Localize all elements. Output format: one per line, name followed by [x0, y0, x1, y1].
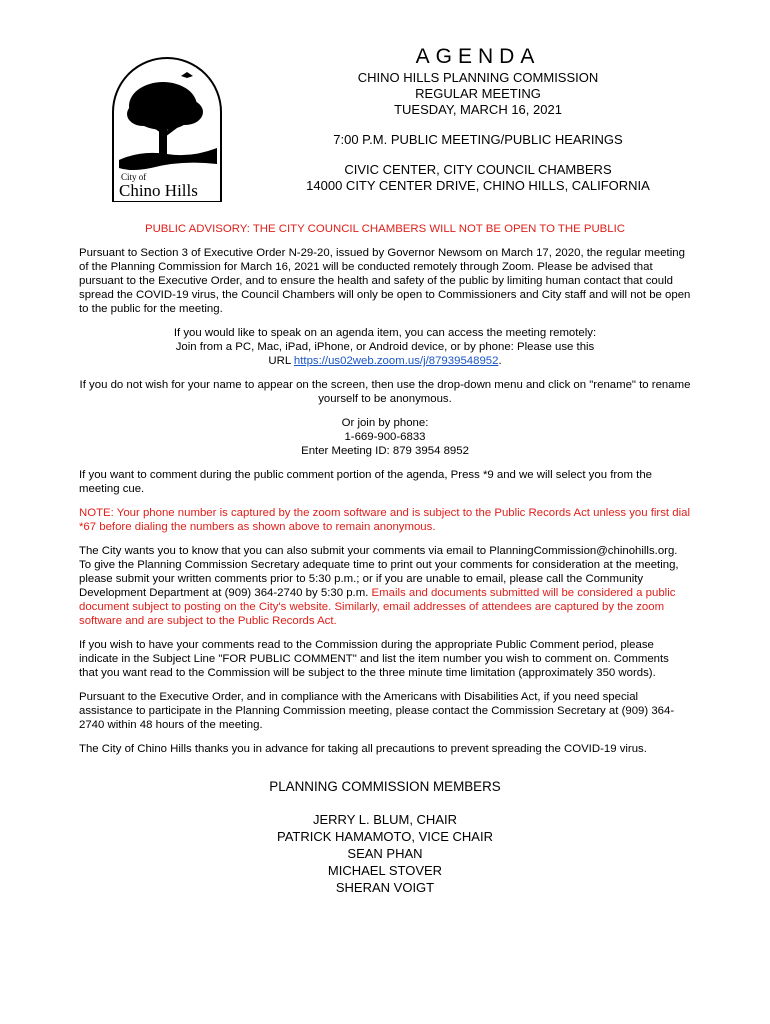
- url-suffix: .: [498, 355, 502, 367]
- location-line2: 14000 CITY CENTER DRIVE, CHINO HILLS, CALIFORNIA: [306, 178, 650, 193]
- location-line1: CIVIC CENTER, CITY COUNCIL CHAMBERS: [344, 162, 612, 177]
- member-name: SEAN PHAN: [347, 846, 423, 861]
- rename-note: If you do not wish for your name to appear on the screen, then use the drop-down menu and click on "rename" to rename yourself to be anonymous.: [79, 379, 691, 405]
- email-text: The City wants you to know that you can also submit your comments via email to PlanningCommission@chinohills.org. To give the Planning Commission Secretary adequate time to print out your comments for consideration at the meeting, please submit your written comments prior to 5:30 p.m.; or if you are unable to email, please call the Community Development Department at (909) 364-2740 by 5:30 p.m.: [79, 545, 679, 599]
- meeting-time: 7:00 P.M. PUBLIC MEETING/PUBLIC HEARINGS: [333, 132, 623, 147]
- public-advisory: PUBLIC ADVISORY: THE CITY COUNCIL CHAMBERS WILL NOT BE OPEN TO THE PUBLIC: [144, 223, 625, 235]
- agenda-body: [79, 222, 691, 896]
- commission-name: CHINO HILLS PLANNING COMMISSION: [357, 70, 599, 85]
- member-name: MICHAEL STOVER: [327, 863, 443, 878]
- agenda-header: [240, 44, 716, 194]
- read-comments-paragraph: If you wish to have your comments read to the Commission during the appropriate Public Comment period, please indicate in the Subject Line "FOR PUBLIC COMMENT" and list the item number you wish to comment on. Comments that you want read to the Commission will be subject to the three minute time limitation (approximately 350 words).: [79, 639, 669, 679]
- logo-city-of: City of: [121, 172, 147, 182]
- remote-line1: If you would like to speak on an agenda item, you can access the meeting remotely:: [173, 327, 597, 339]
- phone-warning: NOTE: Your phone number is captured by the zoom software and is subject to the Public Records Act unless you first dial *67 before dialing the numbers as shown above to remain anonymous.: [79, 507, 690, 533]
- member-name: PATRICK HAMAMOTO, VICE CHAIR: [277, 829, 493, 844]
- remote-line2: Join from a PC, Mac, iPad, iPhone, or Android device, or by phone: Please use this: [175, 341, 595, 353]
- meeting-type: REGULAR MEETING: [415, 86, 541, 101]
- phone-block: [79, 416, 691, 458]
- zoom-meeting-link[interactable]: https://us02web.zoom.us/j/87939548952: [293, 355, 499, 367]
- member-name: JERRY L. BLUM, CHAIR: [312, 812, 457, 827]
- commission-members: [79, 778, 691, 896]
- meeting-date: TUESDAY, MARCH 16, 2021: [394, 102, 562, 117]
- city-logo: [111, 56, 223, 202]
- executive-order-paragraph: Pursuant to Section 3 of Executive Order N-29-20, issued by Governor Newsom on March 17, 2020, the regular meeting of the Planning Commission for March 16, 2021 will be conducted remotely through Zoom. Please be advised that pursuant to the Executive Order, and to ensure the health and safety of the public by limiting human contact that could spread the COVID-19 virus, the Council Chambers will only be open to Commissioners and City staff and will not be open to the public for the meeting.: [79, 247, 691, 315]
- comment-note: If you want to comment during the public comment portion of the agenda, Press *9 and we will select you from the meeting cue.: [79, 469, 652, 495]
- email-warning: Emails and documents submitted will be considered a public document subject to posting on the City's website. Similarly, email addresses of attendees are captured by the zoom software and are subject to the Public Records Act.: [79, 587, 676, 627]
- remote-access-block: [79, 326, 691, 368]
- phone-label: Or join by phone:: [341, 417, 429, 429]
- logo-chino-hills: Chino Hills: [119, 181, 198, 200]
- phone-number: 1-669-900-6833: [344, 431, 426, 443]
- url-prefix: URL: [268, 355, 294, 367]
- member-name: SHERAN VOIGT: [335, 880, 435, 895]
- email-paragraph: [79, 544, 691, 628]
- thanks-paragraph: The City of Chino Hills thanks you in advance for taking all precautions to prevent spreading the COVID-19 virus.: [79, 743, 647, 755]
- ada-paragraph: Pursuant to the Executive Order, and in compliance with the Americans with Disabilities Act, if you need special assistance to participate in the Planning Commission meeting, please contact the Commission Secretary at (909) 364-2740 within 48 hours of the meeting.: [79, 691, 675, 731]
- meeting-id: Enter Meeting ID: 879 3954 8952: [301, 445, 469, 457]
- agenda-title: AGENDA: [415, 45, 541, 68]
- members-title: PLANNING COMMISSION MEMBERS: [269, 779, 501, 794]
